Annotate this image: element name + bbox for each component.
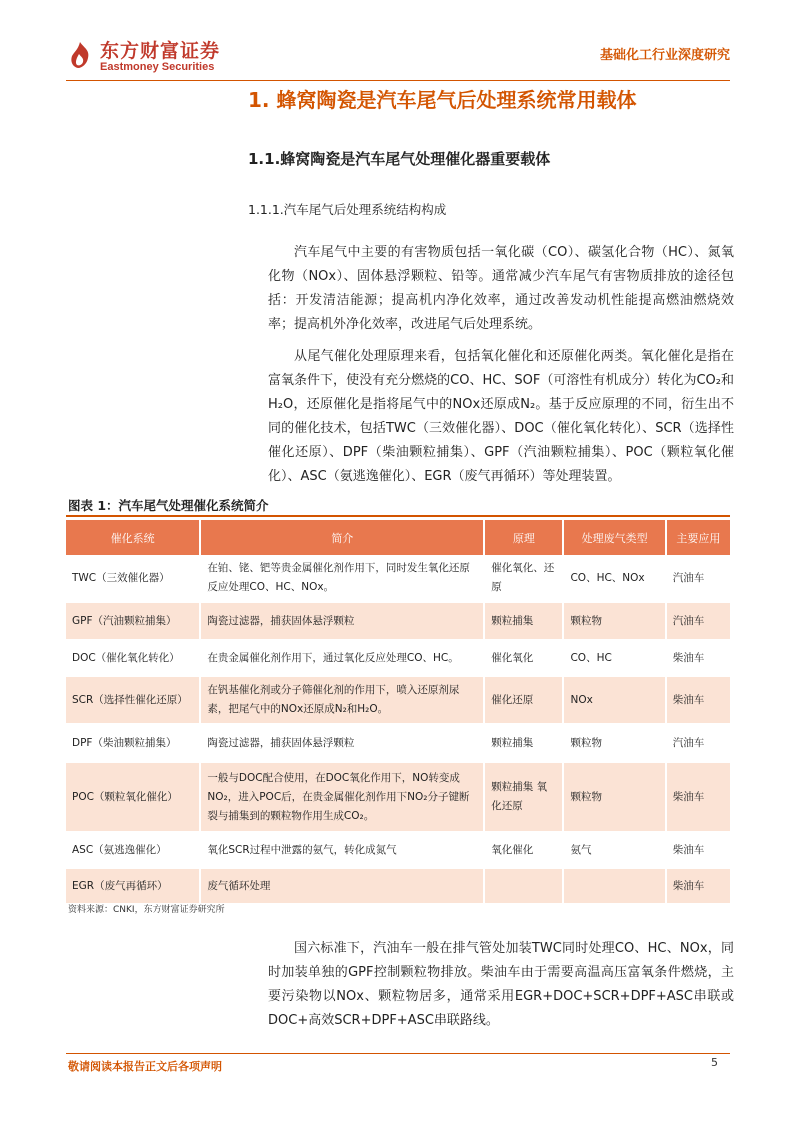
table-cell: 催化氧化、还原 — [484, 555, 563, 602]
table-cell: 氨气 — [563, 832, 665, 868]
catalyst-table — [66, 520, 730, 905]
table-cell: 在贵金属催化剂作用下，通过氧化反应处理CO、HC。 — [200, 640, 484, 676]
table-cell: CO、HC、NOx — [563, 555, 665, 602]
table-cell: SCR（选择性催化还原） — [66, 676, 200, 724]
table-cell: DPF（柴油颗粒捕集） — [66, 724, 200, 762]
section-heading-2: 1.1.蜂窝陶瓷是汽车尾气处理催化器重要载体 — [248, 150, 551, 168]
table-row — [66, 724, 730, 762]
table-cell: 催化氧化 — [484, 640, 563, 676]
table-cell: 陶瓷过滤器，捕获固体悬浮颗粒 — [200, 724, 484, 762]
table-cell: 氧化SCR过程中泄露的氨气，转化成氮气 — [200, 832, 484, 868]
table-cell: 氧化催化 — [484, 832, 563, 868]
table-cell: 柴油车 — [666, 676, 730, 724]
brand-name-en: Eastmoney Securities — [100, 61, 215, 73]
footer-disclaimer: 敬请阅读本报告正文后各项声明 — [68, 1060, 222, 1073]
table-row — [66, 676, 730, 724]
table-cell: 汽油车 — [666, 555, 730, 602]
table-cell: 在铂、铑、钯等贵金属催化剂作用下，同时发生氧化还原反应处理CO、HC、NOx。 — [200, 555, 484, 602]
column-header: 主要应用 — [666, 520, 730, 555]
table-cell: 柴油车 — [666, 762, 730, 832]
table-cell: 颗粒物 — [563, 724, 665, 762]
table-row — [66, 868, 730, 904]
table-cell — [484, 868, 563, 904]
table-header-row — [66, 520, 730, 555]
paragraph-catalysis-principle: 从尾气催化处理原理来看，包括氧化催化和还原催化两类。氧化催化是指在富氧条件下，使没有充分燃烧的CO、HC、SOF（可溶性有机成分）转化为CO₂和H₂O，还原催化是指将尾气中的NOx还原成N₂。基于反应原理的不同，衍生出不同的催化技术，包括TWC（三效催化器）、DOC（催化氧化转化）、SCR（选择性催化还原）、DPF（柴油颗粒捕集）、GPF（汽油颗粒捕集）、POC（颗粒氧化催化）、ASC（氨逃逸催化）、EGR（废气再循环）等处理装置。 — [268, 349, 734, 484]
brand-name-cn: 东方财富证券 — [100, 40, 221, 62]
table-cell: 颗粒物 — [563, 602, 665, 640]
table-cell: 一般与DOC配合使用，在DOC氧化作用下，NO转变成NO₂，进入POC后，在贵金属催化剂作用下NO₂分子键断裂与捕集到的颗粒物作用生成CO₂。 — [200, 762, 484, 832]
column-header: 催化系统 — [66, 520, 200, 555]
figure-title: 图表 1：汽车尾气处理催化系统简介 — [68, 498, 269, 513]
page-number: 5 — [711, 1056, 718, 1069]
section-heading-3: 1.1.1.汽车尾气后处理系统结构构成 — [248, 202, 447, 217]
table-cell: 汽油车 — [666, 602, 730, 640]
table-cell: 汽油车 — [666, 724, 730, 762]
table-cell: 柴油车 — [666, 640, 730, 676]
logo-icon — [66, 40, 96, 70]
table-cell: 柴油车 — [666, 868, 730, 904]
table-row — [66, 602, 730, 640]
table-cell: 柴油车 — [666, 832, 730, 868]
table-cell: POC（颗粒氧化催化） — [66, 762, 200, 832]
table-cell: 陶瓷过滤器，捕获固体悬浮颗粒 — [200, 602, 484, 640]
table-cell: 颗粒捕集 — [484, 602, 563, 640]
footer-divider — [66, 1053, 730, 1054]
table-cell: 颗粒捕集 氧化还原 — [484, 762, 563, 832]
table-cell: NOx — [563, 676, 665, 724]
table-cell: 颗粒捕集 — [484, 724, 563, 762]
column-header: 处理废气类型 — [563, 520, 665, 555]
paragraph-pollutants: 汽车尾气中主要的有害物质包括一氧化碳（CO）、碳氢化合物（HC）、氮氧化物（NOx）、固体悬浮颗粒、铅等。通常减少汽车尾气有害物质排放的途径包括：开发清洁能源；提高机内净化效率，通过改善发动机性能提高燃油燃烧效率；提高机外净化效率，改进尾气后处理系统。 — [268, 245, 734, 332]
section-heading-1: 1. 蜂窝陶瓷是汽车尾气后处理系统常用载体 — [248, 88, 637, 112]
table-cell: DOC（催化氧化转化） — [66, 640, 200, 676]
column-header: 简介 — [200, 520, 484, 555]
figure-divider — [66, 515, 730, 517]
column-header: 原理 — [484, 520, 563, 555]
figure-source: 资料来源：CNKI，东方财富证券研究所 — [68, 905, 225, 915]
table-row — [66, 832, 730, 868]
table-cell: 催化还原 — [484, 676, 563, 724]
table-row — [66, 555, 730, 602]
table-row — [66, 762, 730, 832]
table-cell: GPF（汽油颗粒捕集） — [66, 602, 200, 640]
table-cell: 废气循环处理 — [200, 868, 484, 904]
table-cell: 在钒基催化剂或分子筛催化剂的作用下，喷入还原剂尿素，把尾气中的NOx还原成N₂和H₂O。 — [200, 676, 484, 724]
table-cell: CO、HC — [563, 640, 665, 676]
header-divider — [66, 80, 730, 81]
table-cell: ASC（氨逃逸催化） — [66, 832, 200, 868]
paragraph-national-vi: 国六标准下，汽油车一般在排气管处加装TWC同时处理CO、HC、NOx，同时加装单独的GPF控制颗粒物排放。柴油车由于需要高温高压富氧条件燃烧，主要污染物以NOx、颗粒物居多，通常采用EGR+DOC+SCR+DPF+ASC串联或DOC+高效SCR+DPF+ASC串联路线。 — [268, 941, 734, 1028]
table-cell: TWC（三效催化器） — [66, 555, 200, 602]
report-type: 基础化工行业深度研究 — [599, 48, 730, 63]
table-cell — [563, 868, 665, 904]
table-row — [66, 640, 730, 676]
table-cell: 颗粒物 — [563, 762, 665, 832]
table-cell: EGR（废气再循环） — [66, 868, 200, 904]
